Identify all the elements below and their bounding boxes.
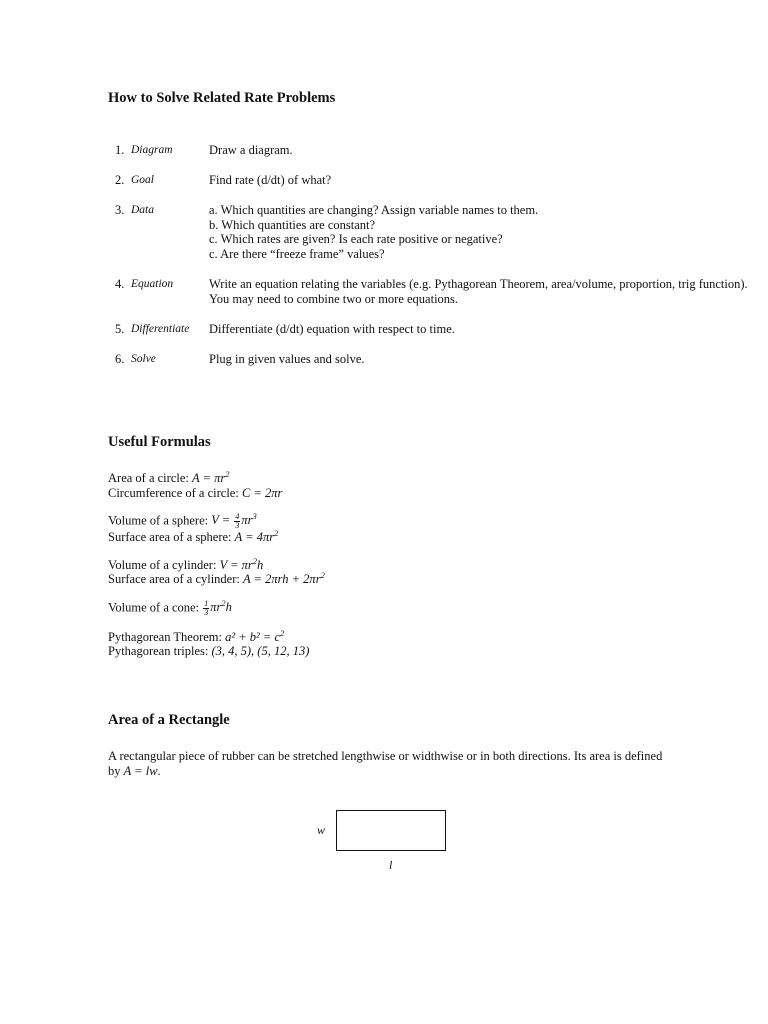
step-description: [209, 203, 768, 261]
formula-expression: V = $\frac{4}{3}$ $\pi r^3$: [211, 511, 257, 530]
step-name: Data: [131, 204, 154, 216]
step-description-line: Find rate (d/dt) of what?: [209, 173, 332, 187]
formula-label: Volume of a sphere:: [108, 513, 212, 528]
formula-label: Surface area of a sphere:: [108, 530, 235, 544]
fraction: $\frac{1}{3}$: [204, 598, 209, 617]
formula-expression: (3, 4, 5), (5, 12, 13): [211, 644, 310, 658]
step-name: Solve: [131, 353, 156, 365]
step-number: 5.: [115, 322, 125, 336]
rectangle-diagram: [336, 810, 446, 851]
step-description: [209, 173, 768, 188]
formula-label: Volume of a cone:: [108, 599, 203, 614]
fraction: $\frac{4}{3}$: [235, 512, 240, 530]
formula-line: [108, 527, 325, 545]
formula-group: [108, 627, 325, 659]
paragraph-line-2: by A = lw.: [108, 764, 161, 778]
formulas-list: [108, 468, 325, 672]
step-description-line: c. Which rates are given? Is each rate positive or negative?: [209, 232, 503, 246]
formula-line: [108, 513, 325, 530]
width-label: w: [317, 823, 326, 837]
formula-group: [108, 468, 325, 500]
formula-label: Surface area of a cylinder:: [108, 572, 243, 586]
step-description: [209, 277, 768, 306]
step-description-line: Write an equation relating the variables (e.g. Pythagorean Theorem, area/volume, proportion, trig function).: [209, 277, 748, 291]
formula-line: [108, 468, 325, 486]
step-name: Goal: [131, 174, 154, 186]
length-label: l: [389, 858, 393, 872]
formula-label: Area of a circle:: [108, 471, 192, 485]
formula-label: Pythagorean triples:: [108, 644, 212, 658]
step-name: Differentiate: [131, 323, 190, 335]
formula-expression: $\frac{1}{3}$ $\pi r^2h$: [204, 597, 232, 617]
step-number: 3.: [115, 203, 125, 217]
formula-label: Circumference of a circle:: [108, 485, 242, 500]
step-description: [209, 322, 768, 337]
formula-expression: $a^2 + b^2 = c^2$: [225, 627, 285, 644]
formula-expression: $A = \pi r^2$: [191, 468, 230, 485]
formula-expression: $A = 4\pi r^2$: [234, 527, 279, 544]
formula-expression: $A = 2\pi rh + 2\pi r^2$: [243, 569, 325, 586]
formula-label: Pythagorean Theorem:: [108, 629, 226, 644]
formula-line: [108, 569, 325, 587]
step-number: 2.: [115, 173, 125, 187]
step-name: Diagram: [131, 144, 173, 156]
formula-expression: C = 2πr: [241, 485, 283, 500]
step-description-line: a. Which quantities are changing? Assign variable names to them.: [209, 203, 539, 217]
step-number: 4.: [115, 277, 125, 291]
formula-line: [108, 644, 325, 659]
step-name: Equation: [131, 278, 174, 290]
paragraph-line-1: A rectangular piece of rubber can be stretched lengthwise or widthwise or in both directions. Its area is defined: [108, 749, 663, 763]
formula-line: [108, 597, 325, 617]
step-number: 1.: [115, 143, 125, 157]
step-description: [209, 352, 768, 367]
section-title-formulas: Useful Formulas: [108, 434, 211, 450]
formula-line: [108, 486, 325, 501]
step-description-line: Plug in given values and solve.: [209, 352, 365, 366]
formula-group: [108, 555, 325, 587]
step-description-line: Differentiate (d/dt) equation with respect to time.: [209, 322, 455, 336]
rectangle-paragraph: [108, 749, 673, 779]
step-description-line: b. Which quantities are constant?: [209, 217, 376, 232]
formula-line: [108, 627, 325, 645]
step-number: 6.: [115, 352, 125, 366]
formula-group: [108, 597, 325, 617]
step-description-line: Draw a diagram.: [209, 143, 293, 157]
step-description: [209, 143, 768, 158]
step-description-line: c. Are there “freeze frame” values?: [209, 246, 385, 261]
step-description-line: You may need to combine two or more equations.: [209, 291, 459, 306]
area-formula: A = lw: [123, 764, 158, 778]
formula-group: [108, 513, 325, 545]
formula-expression: $V = \pi r^2h$: [219, 555, 264, 572]
section-title-related-rates: How to Solve Related Rate Problems: [108, 90, 336, 106]
formula-label: Volume of a cylinder:: [108, 557, 220, 572]
formula-line: [108, 555, 325, 573]
section-title-rectangle: Area of a Rectangle: [108, 712, 230, 728]
